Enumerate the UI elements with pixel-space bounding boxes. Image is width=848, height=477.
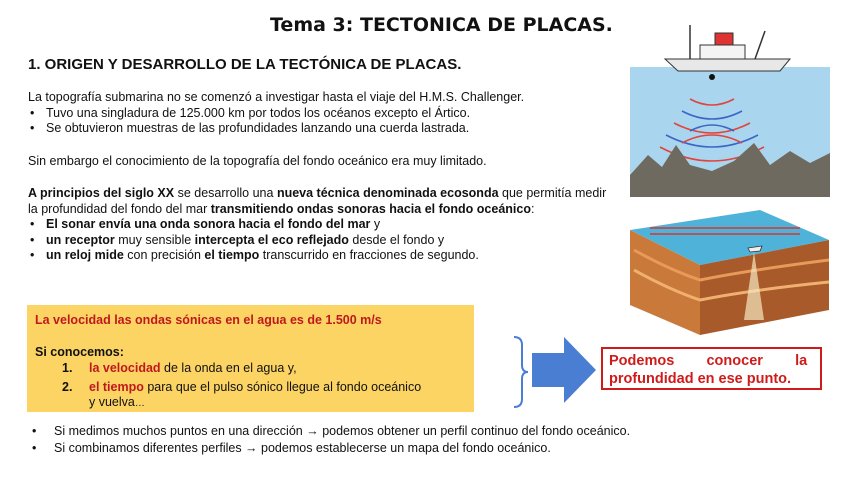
intro-line: La topografía submarina no se comenzó a investigar hasta el viaje del H.M.S. Challenger. — [28, 90, 525, 104]
brace-icon — [508, 335, 530, 409]
eco-bullet — [28, 233, 613, 249]
item-bold: el tiempo — [89, 379, 144, 394]
limit-text: Sin embargo el conocimiento de la topografía del fondo oceánico era muy limitado. — [28, 154, 487, 168]
intro-bullet: • Se obtuvieron muestras de las profundidades lanzando una cuerda lastrada. — [28, 121, 524, 137]
bottom-bullet: • Si medimos muchos puntos en una dirección → podemos obtener un perfil continuo del fondo oceánico. — [30, 423, 630, 440]
ecosonda-bullets — [28, 217, 613, 264]
bottom-bullet: • Si combinamos diferentes perfiles → podemos establecerse un mapa del fondo oceánico. — [30, 440, 630, 457]
eco-bold: intercepta el eco reflejado — [194, 232, 349, 247]
velocity-subtitle: Si conocemos: — [35, 345, 124, 359]
eco-bold: A principios del siglo XX — [28, 186, 175, 200]
eco-text: con precisión — [123, 248, 205, 262]
eco-bold: transmitiendo ondas sonoras hacia el fondo oceánico — [210, 201, 531, 216]
item-bold: la velocidad — [89, 361, 161, 375]
item-ellipsis: … — [134, 398, 145, 409]
eco-text: que permitía medir la profundidad del fondo del mar — [28, 186, 607, 216]
velocity-item — [35, 380, 471, 412]
result-line: profundidad en ese punto. — [609, 371, 792, 387]
item-text: y vuelva — [89, 395, 135, 409]
item-text: de la onda en el agua y, — [160, 361, 297, 375]
eco-bold: un receptor — [46, 232, 115, 247]
velocity-box — [27, 305, 474, 412]
eco-text: y — [370, 217, 381, 231]
eco-bold: El sonar envía una onda sonora hacia el fondo del mar — [46, 217, 371, 231]
eco-text: transcurrido en fracciones de segundo. — [259, 248, 479, 262]
ecosonda-block — [28, 186, 613, 264]
section-heading: 1. ORIGEN Y DESARROLLO DE LA TECTÓNICA DE PLACAS. — [28, 56, 462, 73]
eco-bold: nueva técnica denominada ecosonda — [276, 186, 499, 200]
ecosonda-paragraph — [28, 186, 613, 217]
item-text: para que el pulso sónico llegue al fondo oceánico — [143, 379, 422, 394]
seafloor-block-illustration — [630, 210, 829, 335]
item-number: 2. — [62, 379, 73, 394]
intro-block — [28, 90, 524, 137]
bottom-bullets — [30, 423, 630, 457]
result-line: Podemos conocer la — [609, 353, 808, 369]
eco-text: se desarrollo una — [174, 186, 277, 200]
eco-bold: el tiempo — [204, 248, 260, 262]
intro-bullets — [28, 106, 524, 137]
velocity-title: La velocidad las ondas sónicas en el agua es de 1.500 m/s — [35, 313, 382, 327]
velocity-list — [35, 361, 471, 412]
eco-text: muy sensible — [114, 232, 195, 247]
sonar-ship-illustration — [630, 15, 830, 197]
item-number: 1. — [62, 361, 73, 375]
right-arrow-icon — [530, 335, 598, 405]
eco-text: desde el fondo y — [348, 232, 445, 247]
eco-bold: un reloj mide — [46, 248, 124, 262]
eco-text: : — [530, 201, 535, 216]
result-box — [601, 347, 822, 390]
velocity-item — [35, 361, 471, 377]
eco-bullet — [28, 217, 613, 233]
intro-bullet: • Tuvo una singladura de 125.000 km por todos los océanos excepto el Ártico. — [28, 106, 524, 122]
eco-bullet — [28, 248, 613, 264]
page-title: Tema 3: TECTONICA DE PLACAS. — [270, 14, 613, 36]
